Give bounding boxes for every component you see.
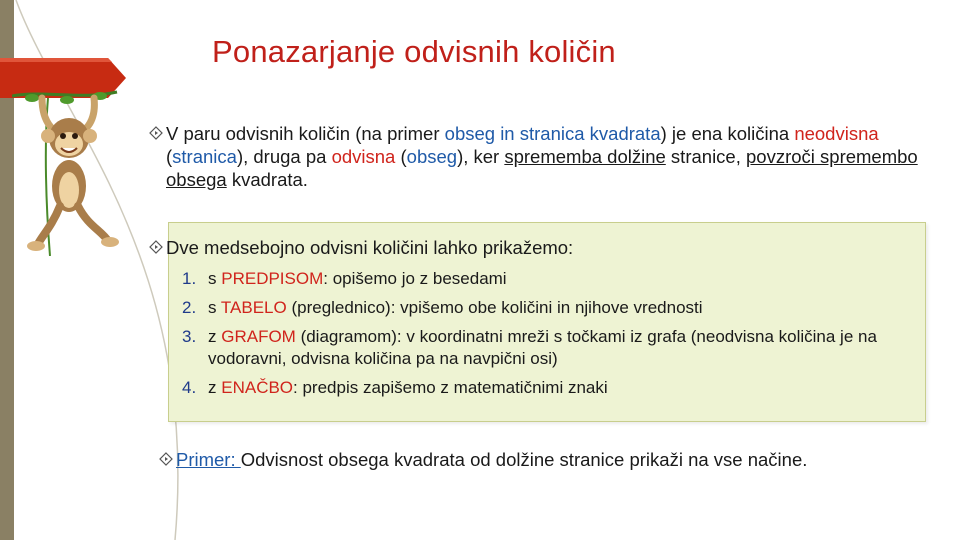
text-neodvisna: neodvisna bbox=[794, 123, 879, 144]
list-keyword: PREDPISOM bbox=[221, 269, 324, 288]
text-segment: stranice, bbox=[665, 146, 746, 167]
text-segment: ( bbox=[395, 146, 407, 167]
primer-description: Odvisnost obsega kvadrata od dolžine stranice prikaži na vse načine. bbox=[240, 449, 808, 470]
text-segment: V paru odvisnih količin (na primer bbox=[166, 123, 445, 144]
text-segment: kvadrata. bbox=[226, 169, 308, 190]
text-obseg: obseg bbox=[406, 146, 458, 167]
bullet-paragraph-2 bbox=[146, 236, 936, 259]
list-rest: (diagramom): v koordinatni mreži s točkami iz grafa (neodvisna količina je na vodoravni, odvisna količina pa na navpični osi) bbox=[208, 327, 877, 368]
list-prefix: s bbox=[208, 269, 222, 288]
text-povzroci: povzroči spremembo obsega bbox=[166, 146, 918, 190]
list-rest: : opišemo jo z besedami bbox=[323, 269, 507, 288]
text-segment: ( bbox=[166, 146, 173, 167]
text-segment: ), druga pa bbox=[236, 146, 332, 167]
list-text bbox=[208, 297, 703, 319]
diamond-arrow-icon bbox=[156, 452, 176, 466]
text-segment: ), ker bbox=[457, 146, 505, 167]
list-keyword: ENAČBO bbox=[221, 378, 294, 397]
list-number: 4. bbox=[182, 378, 197, 397]
list-number: 3. bbox=[182, 327, 197, 346]
list-item bbox=[182, 268, 902, 290]
paragraph-2-text: Dve medsebojno odvisni količini lahko prikažemo: bbox=[166, 237, 574, 258]
list-rest: : predpis zapišemo z matematičnimi znaki bbox=[293, 378, 608, 397]
list-prefix: z bbox=[208, 378, 222, 397]
list-text bbox=[208, 326, 902, 370]
text-sprememba-dolzine: sprememba dolžine bbox=[504, 146, 666, 167]
slide-title: Ponazarjanje odvisnih količin bbox=[212, 34, 616, 69]
list-prefix: z bbox=[208, 327, 222, 346]
bullet-primer bbox=[156, 448, 946, 471]
paragraph-1-text bbox=[166, 122, 936, 191]
list-number: 1. bbox=[182, 269, 197, 288]
text-obseg-stranica: obseg in stranica kvadrata bbox=[444, 123, 661, 144]
list-keyword: GRAFOM bbox=[221, 327, 296, 346]
list-keyword: TABELO bbox=[220, 298, 287, 317]
diamond-arrow-icon bbox=[146, 240, 166, 254]
bullet-paragraph-1 bbox=[146, 122, 936, 191]
list-item bbox=[182, 326, 902, 370]
list-prefix: s bbox=[208, 298, 221, 317]
list-text bbox=[208, 268, 507, 290]
monkey-illustration bbox=[12, 86, 122, 256]
methods-list bbox=[182, 268, 902, 406]
text-stranica: stranica bbox=[172, 146, 237, 167]
primer-link[interactable]: Primer: bbox=[176, 449, 241, 470]
list-rest: (preglednico): vpišemo obe količini in njihove vrednosti bbox=[286, 298, 703, 317]
list-number: 2. bbox=[182, 298, 197, 317]
diamond-arrow-icon bbox=[146, 126, 166, 140]
text-odvisna: odvisna bbox=[331, 146, 396, 167]
list-text bbox=[208, 377, 608, 399]
primer-text bbox=[176, 448, 807, 471]
list-item bbox=[182, 377, 902, 399]
text-segment: ) je ena količina bbox=[660, 123, 795, 144]
list-item bbox=[182, 297, 902, 319]
